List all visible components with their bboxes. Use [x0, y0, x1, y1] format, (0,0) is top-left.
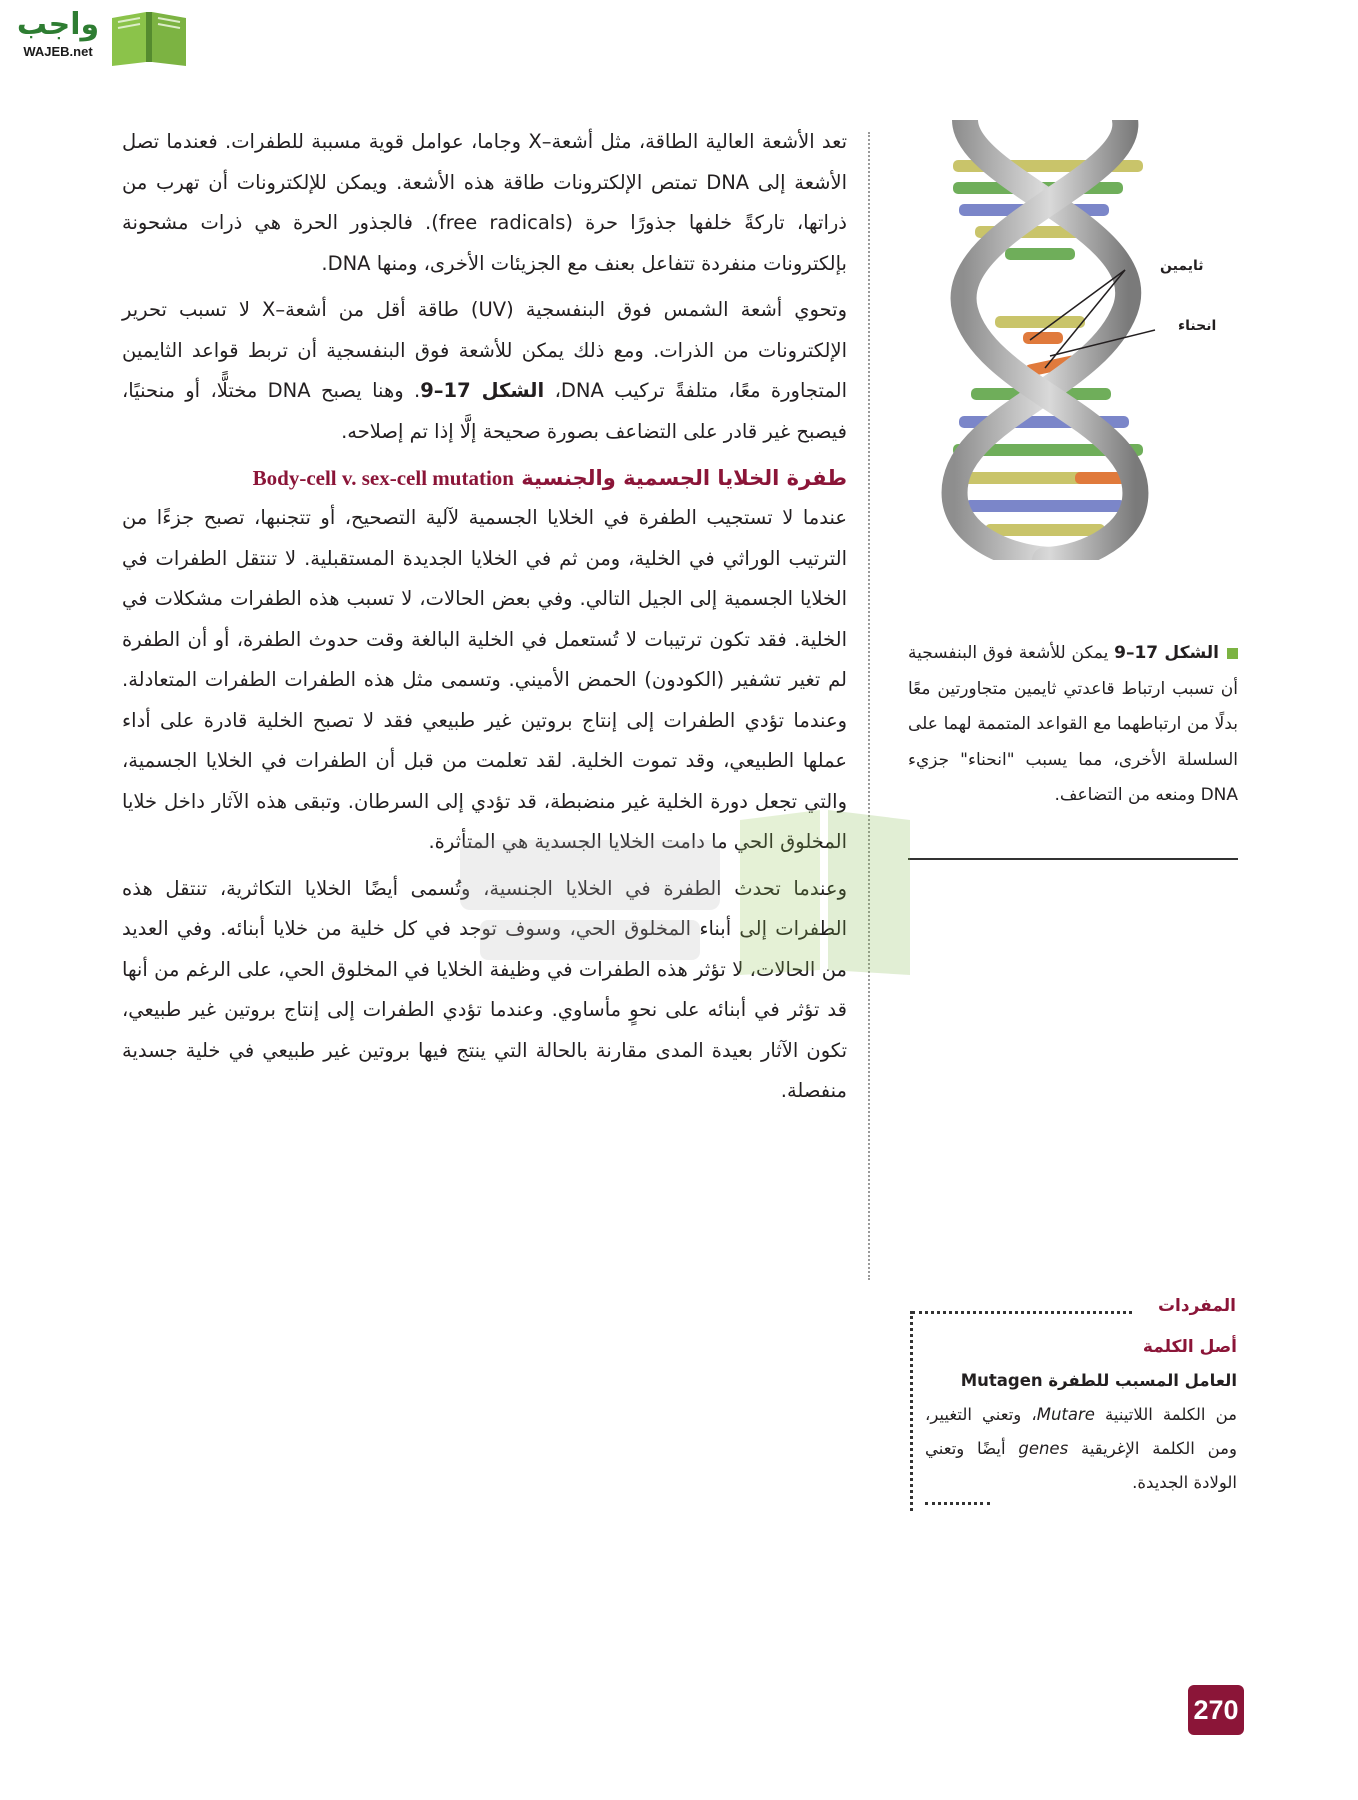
vocab-term-arabic: العامل المسبب للطفرة	[1048, 1371, 1237, 1390]
greek-word: genes	[1018, 1439, 1069, 1458]
heading-english: Body-cell v. sex-cell mutation	[252, 466, 514, 490]
figure-caption	[908, 636, 1238, 814]
caption-marker-icon	[1227, 648, 1238, 659]
vocab-border-top	[912, 1311, 1132, 1314]
paragraph-uv	[122, 290, 847, 452]
vocab-origin	[925, 1398, 1237, 1500]
site-logo[interactable]	[12, 6, 192, 70]
main-text-column	[122, 122, 847, 1118]
section-heading	[122, 458, 847, 498]
origin-text-a: من الكلمة اللاتينية	[1094, 1405, 1237, 1424]
vocab-title: المفردات	[1157, 1296, 1236, 1316]
vocab-term	[925, 1364, 1237, 1398]
origin-text-c: أيضًا وتعني الولادة الجديدة.	[925, 1439, 1237, 1492]
logo-text: واجب	[16, 7, 100, 42]
label-bend: انحناء	[1178, 318, 1217, 334]
uv-text-b: . وهنا يصبح DNA مختلًّا، أو منحنيًا، فيصبح غير قادر على التضاعف بصورة صحيحة إلَّا إذا تم إصلاحه.	[122, 379, 847, 443]
vocab-border-side	[910, 1311, 913, 1511]
vocab-term-english: Mutagen	[960, 1371, 1043, 1390]
logo-subtext: WAJEB.net	[23, 44, 93, 59]
caption-rule	[908, 858, 1238, 860]
heading-arabic: طفرة الخلايا الجسمية والجنسية	[521, 466, 847, 490]
paragraph-body-cell: عندما لا تستجيب الطفرة في الخلايا الجسمية لآلية التصحيح، أو تتجنبها، تصبح جزءًا من الترتيب الوراثي في الخلية، ومن ثم في الخلايا الجديدة المستقبلية. لا تنتقل الطفرات في الخلايا الجسمية إلى الجيل التالي. وفي بعض الحالات، لا تسبب هذه الطفرات مشكلات في الخلية. فقد تكون ترتيبات لا تُستعمل في الخلية البالغة وقت حدوث الطفرة، أو أن الطفرة لم تغير تشفير (الكودون) الحمض الأميني. وتسمى مثل هذه الطفرات الطفرات المتعادلة. وعندما تؤدي الطفرات إلى إنتاج بروتين غير طبيعي فقد لا تصبح الخلية قادرة على أداء عملها الطبيعي، وقد تموت الخلية. لقد تعلمت من قبل أن الطفرات في الخلايا الجسمية، والتي تجعل دورة الخلية غير منضبطة، قد تؤدي إلى السرطان. وتبقى هذه الآثار داخل خلايا المخلوق الحي ما دامت الخلايا الجسدية هي المتأثرة.	[122, 506, 847, 853]
label-thymine: ثايمين	[1160, 258, 1204, 274]
book-icon	[108, 8, 190, 66]
origin-text-b: ، وتعني التغيير، ومن الكلمة الإغريقية	[925, 1405, 1237, 1458]
uv-text-a: وتحوي أشعة الشمس فوق البنفسجية (UV) طاقة أقل من أشعة–X لا تسبب تحرير الإلكترونات من الذرات. ومع ذلك يمكن للأشعة فوق البنفسجية أن تربط قواعد الثايمين المتجاورة معًا، متلفةً تركيب DNA،	[122, 298, 847, 402]
vocab-border-bottom	[925, 1502, 990, 1505]
vocab-box	[925, 1330, 1237, 1500]
paragraph-radiation: تعد الأشعة العالية الطاقة، مثل أشعة–X وجاما، عوامل قوية مسببة للطفرات. فعندما تصل الأشعة إلى DNA تمتص الإلكترونات طاقة هذه الأشعة. ويمكن للإلكترونات أن تهرب من ذراتها، تاركةً خلفها جذورًا حرة (free radicals). فالجذور الحرة هي ذرات مشحونة بإلكترونات منفردة تتفاعل بعنف مع الجزيئات الأخرى، ومنها DNA.	[122, 130, 848, 275]
caption-figure-number: الشكل 17–9	[1114, 643, 1219, 663]
figure-reference: الشكل 17–9	[420, 379, 545, 402]
dna-helix-figure	[925, 120, 1165, 560]
vocab-subtitle: أصل الكلمة	[1142, 1337, 1237, 1357]
caption-text: يمكن للأشعة فوق البنفسجية أن تسبب ارتباط قاعدتي ثايمين متجاورتين معًا بدلًا من ارتباطهما مع القواعد المتممة لهما على السلسلة الأخرى، مما يسبب "انحناء" جزيء DNA ومنعه من التضاعف.	[908, 643, 1238, 805]
page-number: 270	[1188, 1685, 1244, 1735]
column-divider	[868, 132, 870, 1280]
latin-word: Mutare	[1036, 1405, 1095, 1424]
paragraph-sex-cell: وعندما تحدث الطفرة في الخلايا الجنسية، وتُسمى أيضًا الخلايا التكاثرية، تنتقل هذه الطفرات إلى أبناء المخلوق الحي، وسوف توجد في كل خلية من خلايا أبنائه. وفي العديد من الحالات، لا تؤثر هذه الطفرات في وظيفة الخلايا في المخلوق الحي، على الرغم من أنها قد تؤثر في أبنائه على نحوٍ مأساوي. وعندما تؤدي الطفرات إلى إنتاج بروتين غير طبيعي، تكون الآثار بعيدة المدى مقارنة بالحالة التي ينتج فيها بروتين غير طبيعي في خلية جسدية منفصلة.	[122, 876, 847, 1102]
